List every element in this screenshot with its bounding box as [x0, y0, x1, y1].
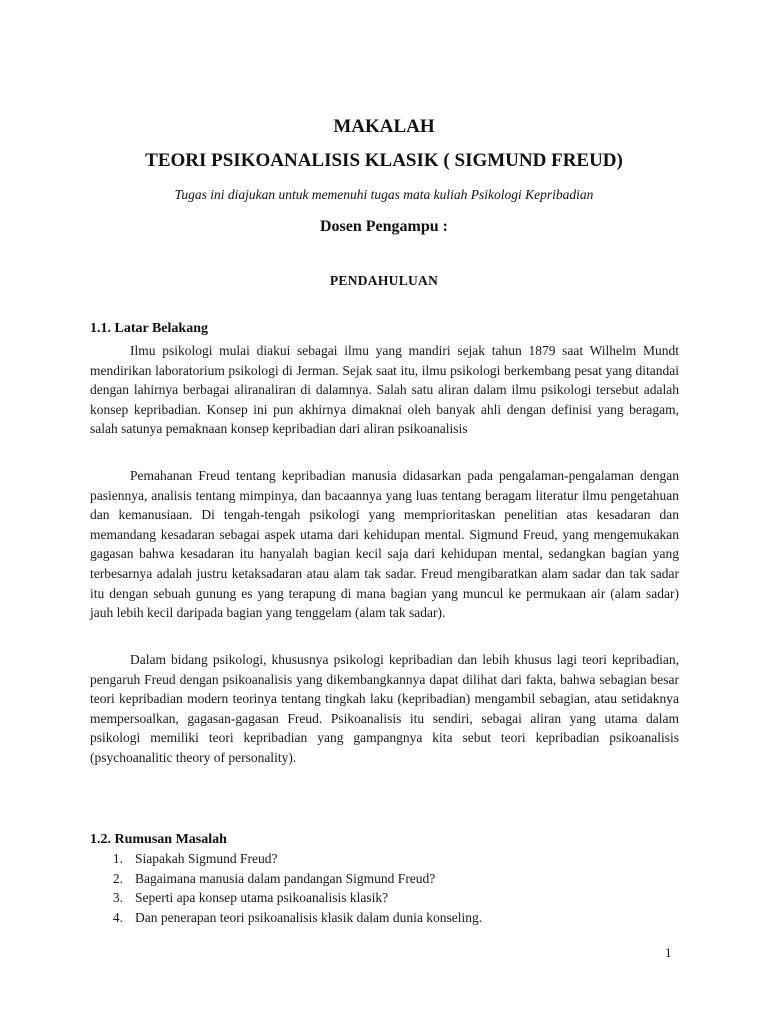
list-item	[90, 849, 482, 869]
list-item-text: Bagaimana manusia dalam pandangan Sigmund Freud?	[135, 870, 436, 886]
list-item-text: Seperti apa konsep utama psikoanalisis klasik?	[135, 890, 389, 906]
document-title: MAKALAH	[333, 116, 435, 137]
list-item-number: 1.	[112, 851, 123, 866]
list-item	[90, 888, 482, 908]
page-number: 1	[665, 945, 672, 960]
list-item-number: 3.	[112, 890, 123, 906]
lecturer-label: Dosen Pengampu :	[319, 218, 448, 235]
chapter-heading: PENDAHULUAN	[329, 273, 439, 288]
list-item	[90, 869, 482, 889]
list-item-number: 4.	[112, 909, 123, 925]
assignment-purpose: Tugas ini diajukan untuk memenuhi tugas mata kuliah Psikologi Kepribadian	[174, 187, 594, 202]
section-heading-problem-formulation: 1.2. Rumusan Masalah	[90, 832, 227, 847]
list-item-number: 2.	[112, 870, 123, 886]
list-item	[90, 908, 482, 928]
paragraph-background-3: Dalam bidang psikologi, khususnya psikologi kepribadian dan lebih khusus lagi teori kepribadian, pengaruh Freud dengan psikoanalisis yang dikembangkannya dapat dilihat dari fakta, bahwa sebagian besar teori kepribadian modern teorinya tentang tingkah laku (kepribadian) mengambil sebagian, atau setidaknya mempersoalkan, gagasan-gagasan Freud. Psikoanalisis itu sendiri, sebagai aliran yang utama dalam psikologi memiliki teori kepribadian yang gampangnya kita sebut teori kepribadian psikoanalisis (psychoanalitic theory of personality).	[90, 652, 679, 765]
problem-list	[90, 849, 482, 927]
paragraph-background-2: Pemahanan Freud tentang kepribadian manusia didasarkan pada pengalaman-pengalaman dengan pasiennya, analisis tentang mimpinya, dan bacaannya yang luas tentang beragam literatur ilmu pengetahuan dan kemanusiaan. Di tengah-tengah psikologi yang memprioritaskan penelitian atas kesadaran dan memandang kesadaran sebagai aspek utama dari kehidupan mental. Sigmund Freud, yang mengemukakan gagasan bahwa kesadaran itu hanyalah bagian kecil saja dari kehidupan mental, sedangkan bagian yang terbesarnya adalah justru ketaksadaran atau alam tak sadar. Freud mengibaratkan alam sadar dan tak sadar itu dengan sebuah gunung es yang terapung di mana bagian yang muncul ke permukaan air (alam sadar) jauh lebih kecil daripada bagian yang tenggelam (alam tak sadar).	[90, 468, 679, 621]
paragraph-background-1: Ilmu psikologi mulai diakui sebagai ilmu yang mandiri sejak tahun 1879 saat Wilhelm Mundt mendirikan laboratorium psikologi di Jerman. Sejak saat itu, ilmu psikologi berkembang pesat yang ditandai dengan lahirnya berbagai aliranaliran di dalamnya. Salah satu aliran dalam ilmu psikologi tersebut adalah konsep kepribadian. Konsep ini pun akhirnya dimaknai oleh banyak ahli dengan definisi yang beragam, salah satunya pemaknaan konsep kepribadian dari aliran psikoanalisis	[90, 343, 679, 437]
section-heading-background: 1.1. Latar Belakang	[90, 321, 208, 336]
list-item-text: Dan penerapan teori psikoanalisis klasik dalam dunia konseling.	[135, 909, 483, 925]
list-item-text: Siapakah Sigmund Freud?	[135, 851, 278, 866]
document-subtitle: TEORI PSIKOANALISIS KLASIK ( SIGMUND FREUD)	[145, 150, 623, 171]
